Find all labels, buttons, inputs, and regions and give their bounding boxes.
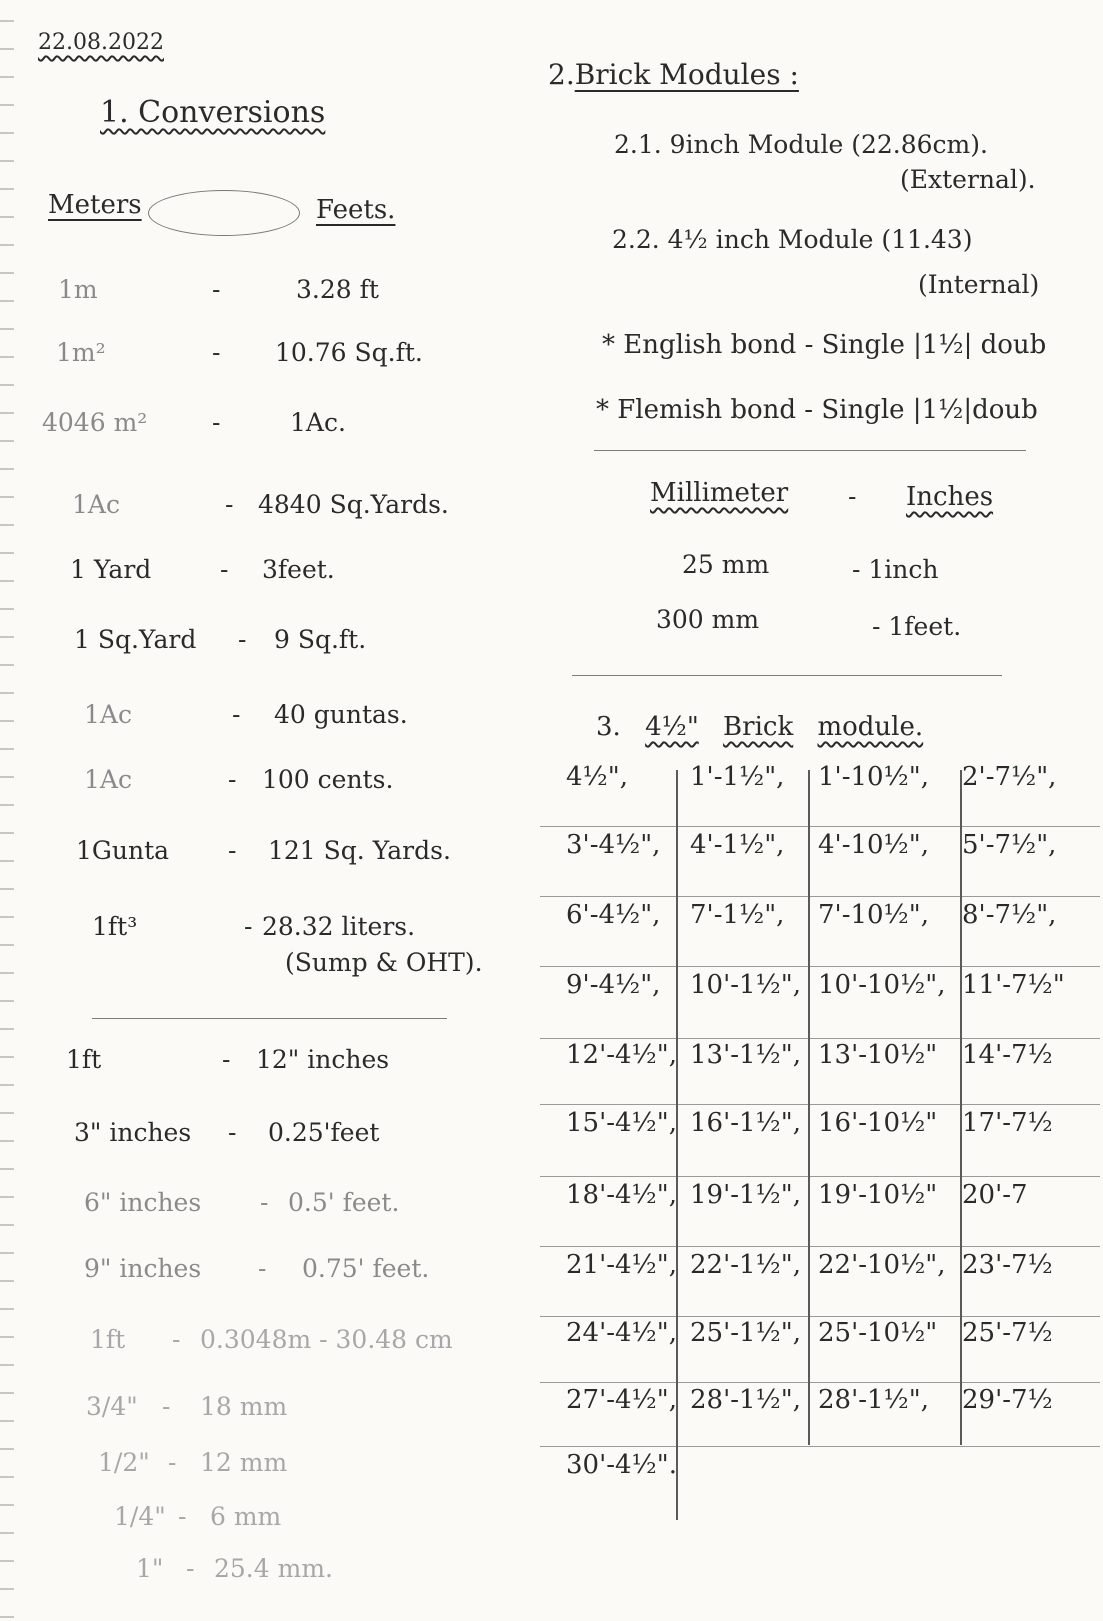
module-cell: 27'-4½", bbox=[566, 1385, 677, 1415]
conversion-unit: 4046 m² bbox=[42, 408, 148, 437]
conversion-value: 12 mm bbox=[200, 1448, 288, 1477]
conversion-unit: 3/4" bbox=[86, 1392, 138, 1421]
conversion-unit: 1Ac bbox=[84, 700, 132, 729]
conversion-dash: - bbox=[162, 1392, 171, 1421]
conversion-unit: 1 Sq.Yard bbox=[74, 625, 197, 654]
conversion-dash: - bbox=[212, 408, 221, 437]
module-cell: 16'-10½" bbox=[818, 1108, 938, 1138]
module-cell: 23'-7½ bbox=[962, 1250, 1053, 1280]
oval-connector bbox=[148, 190, 300, 236]
conversion-unit: 1ft bbox=[90, 1325, 126, 1354]
mm-row-b-1: - 1feet. bbox=[872, 612, 962, 641]
module-cell: 25'-10½" bbox=[818, 1318, 938, 1348]
table-rule bbox=[540, 1038, 1100, 1039]
conversion-value: 12" inches bbox=[256, 1045, 390, 1074]
conversion-unit: 1m bbox=[58, 275, 98, 304]
conversion-value: 0.25'feet bbox=[268, 1118, 380, 1147]
module-cell: 24'-4½", bbox=[566, 1318, 677, 1348]
module-cell: 18'-4½", bbox=[566, 1180, 677, 1210]
divider bbox=[572, 675, 1002, 676]
module-heading-module: module. bbox=[817, 712, 924, 742]
module-cell: 20'-7 bbox=[962, 1180, 1028, 1210]
conversion-dash: - bbox=[186, 1554, 195, 1580]
spiral-binding bbox=[0, 0, 14, 1621]
conversion-unit: 1ft bbox=[66, 1045, 102, 1074]
conversion-dash: - bbox=[260, 1188, 269, 1217]
conversion-dash: - bbox=[225, 490, 234, 519]
module-cell: 7'-10½", bbox=[818, 900, 929, 930]
module-item-2: 2.2. 4½ inch Module (11.43) bbox=[612, 225, 973, 254]
table-rule bbox=[540, 1446, 1100, 1447]
conversion-unit: 1Ac bbox=[84, 765, 132, 794]
conversions-heading: 1. Conversions bbox=[100, 95, 326, 130]
module-cell: 3'-4½", bbox=[566, 830, 661, 860]
module-cell: 11'-7½" bbox=[962, 970, 1065, 1000]
module-cell: 4'-10½", bbox=[818, 830, 929, 860]
module-cell: 6'-4½", bbox=[566, 900, 661, 930]
millimeter-heading: Millimeter bbox=[650, 478, 789, 508]
conversion-value: 121 Sq. Yards. bbox=[268, 836, 451, 865]
brick-heading-text: Brick Modules : bbox=[574, 58, 799, 91]
conversion-dash: - bbox=[212, 275, 221, 304]
conversion-dash: - bbox=[228, 765, 237, 794]
module-heading-brick: Brick bbox=[723, 712, 794, 742]
conversion-value: 1Ac. bbox=[290, 408, 346, 437]
table-rule bbox=[540, 966, 1100, 967]
conversion-value: 3feet. bbox=[262, 555, 335, 584]
module-item-2-note: (Internal) bbox=[918, 270, 1040, 299]
conversion-value: 0.75' feet. bbox=[302, 1254, 430, 1283]
brick-heading bbox=[548, 58, 799, 91]
flemish-bond: * Flemish bond - Single |1½|doub bbox=[596, 395, 1038, 425]
conversion-unit: 1m² bbox=[56, 338, 106, 367]
conversion-value: 10.76 Sq.ft. bbox=[275, 338, 423, 367]
conversion-unit: 1Gunta bbox=[76, 836, 170, 865]
module-cell: 19'-10½" bbox=[818, 1180, 938, 1210]
conversion-dash: - bbox=[222, 1045, 231, 1074]
conversion-unit: 1Ac bbox=[72, 490, 120, 519]
inches-heading: Inches bbox=[906, 482, 994, 512]
table-rule bbox=[540, 1176, 1100, 1177]
module-cell: 28'-1½", bbox=[818, 1385, 929, 1415]
module-cell: 21'-4½", bbox=[566, 1250, 677, 1280]
conversion-unit: 3" inches bbox=[74, 1118, 192, 1147]
conversion-value: 9 Sq.ft. bbox=[274, 625, 367, 654]
conversion-dash: - bbox=[228, 836, 237, 865]
column-label-meters: Meters bbox=[48, 190, 142, 220]
conversion-unit: 1/2" bbox=[98, 1448, 150, 1477]
table-rule bbox=[540, 1382, 1100, 1383]
module-cell: 10'-10½", bbox=[818, 970, 946, 1000]
module-cell: 15'-4½", bbox=[566, 1108, 677, 1138]
conversion-value: 18 mm bbox=[200, 1392, 288, 1421]
mm-row-b-0: - 1inch bbox=[852, 555, 939, 584]
module-cell: 4½", bbox=[566, 762, 628, 792]
module-cell: 29'-7½ bbox=[962, 1385, 1053, 1415]
conversion-dash: - bbox=[228, 1118, 237, 1147]
module-cell: 4'-1½", bbox=[690, 830, 785, 860]
module-heading-size: 4½" bbox=[645, 712, 699, 742]
module-cell: 7'-1½", bbox=[690, 900, 785, 930]
conversion-dash: - bbox=[232, 700, 241, 729]
conversion-value: 40 guntas. bbox=[274, 700, 408, 729]
conversion-value: 28.32 liters. bbox=[262, 912, 416, 941]
mm-row-a-1: 300 mm bbox=[656, 605, 760, 634]
conversion-value: 3.28 ft bbox=[296, 275, 379, 304]
module-heading bbox=[596, 712, 923, 742]
conversion-unit: 1/4" bbox=[114, 1502, 166, 1531]
table-rule bbox=[540, 1246, 1100, 1247]
dash: - bbox=[848, 482, 857, 511]
mm-row-a-0: 25 mm bbox=[682, 550, 770, 579]
module-cell: 2'-7½", bbox=[962, 762, 1057, 792]
conversion-dash: - bbox=[238, 625, 247, 654]
conversion-unit: 1" bbox=[136, 1554, 164, 1580]
module-cell: 9'-4½", bbox=[566, 970, 661, 1000]
module-cell: 16'-1½", bbox=[690, 1108, 801, 1138]
module-cell: 14'-7½ bbox=[962, 1040, 1053, 1070]
conversion-dash: - bbox=[168, 1448, 177, 1477]
module-cell: 1'-10½", bbox=[818, 762, 929, 792]
module-cell: 13'-1½", bbox=[690, 1040, 801, 1070]
table-column-rule bbox=[808, 770, 810, 1445]
module-cell: 5'-7½", bbox=[962, 830, 1057, 860]
conversion-value: 100 cents. bbox=[262, 765, 394, 794]
module-cell: 22'-10½", bbox=[818, 1250, 946, 1280]
divider bbox=[92, 1018, 447, 1019]
table-rule bbox=[540, 896, 1100, 897]
english-bond: * English bond - Single |1½| doub bbox=[602, 330, 1047, 360]
table-rule bbox=[540, 1316, 1100, 1317]
conversion-dash: - bbox=[244, 912, 253, 941]
module-item-1-note: (External). bbox=[900, 165, 1036, 194]
module-cell: 30'-4½". bbox=[566, 1450, 677, 1480]
conversion-value: 4840 Sq.Yards. bbox=[258, 490, 449, 519]
conversion-dash: - bbox=[178, 1502, 187, 1531]
module-cell: 12'-4½", bbox=[566, 1040, 677, 1070]
conversion-value: 25.4 mm. bbox=[214, 1554, 333, 1580]
table-rule bbox=[540, 826, 1100, 827]
conversion-unit: 1 Yard bbox=[70, 555, 152, 584]
module-cell: 28'-1½", bbox=[690, 1385, 801, 1415]
page-date: 22.08.2022 bbox=[38, 30, 164, 55]
module-cell: 13'-10½" bbox=[818, 1040, 938, 1070]
brick-heading-number: 2. bbox=[548, 58, 575, 91]
module-cell: 25'-1½", bbox=[690, 1318, 801, 1348]
conversion-value: 6 mm bbox=[210, 1502, 282, 1531]
module-cell: 19'-1½", bbox=[690, 1180, 801, 1210]
module-cell: 1'-1½", bbox=[690, 762, 785, 792]
table-rule bbox=[540, 1104, 1100, 1105]
conversion-unit: 1ft³ bbox=[92, 912, 138, 941]
conversion-value: 0.5' feet. bbox=[288, 1188, 400, 1217]
module-cell: 22'-1½", bbox=[690, 1250, 801, 1280]
module-cell: 17'-7½ bbox=[962, 1108, 1053, 1138]
column-label-feets: Feets. bbox=[316, 195, 396, 225]
conversion-dash: - bbox=[258, 1254, 267, 1283]
conversion-dash: - bbox=[172, 1325, 181, 1354]
conversion-value: 0.3048m - 30.48 cm bbox=[200, 1325, 453, 1354]
module-heading-number: 3. bbox=[596, 712, 621, 742]
module-cell: 10'-1½", bbox=[690, 970, 801, 1000]
conversion-dash: - bbox=[212, 338, 221, 367]
module-cell: 25'-7½ bbox=[962, 1318, 1053, 1348]
conversion-unit: 9" inches bbox=[84, 1254, 202, 1283]
module-item-1: 2.1. 9inch Module (22.86cm). bbox=[614, 130, 988, 159]
sump-note: (Sump & OHT). bbox=[285, 948, 483, 977]
divider bbox=[594, 450, 1026, 451]
module-cell: 8'-7½", bbox=[962, 900, 1057, 930]
conversion-unit: 6" inches bbox=[84, 1188, 202, 1217]
conversion-dash: - bbox=[220, 555, 229, 584]
